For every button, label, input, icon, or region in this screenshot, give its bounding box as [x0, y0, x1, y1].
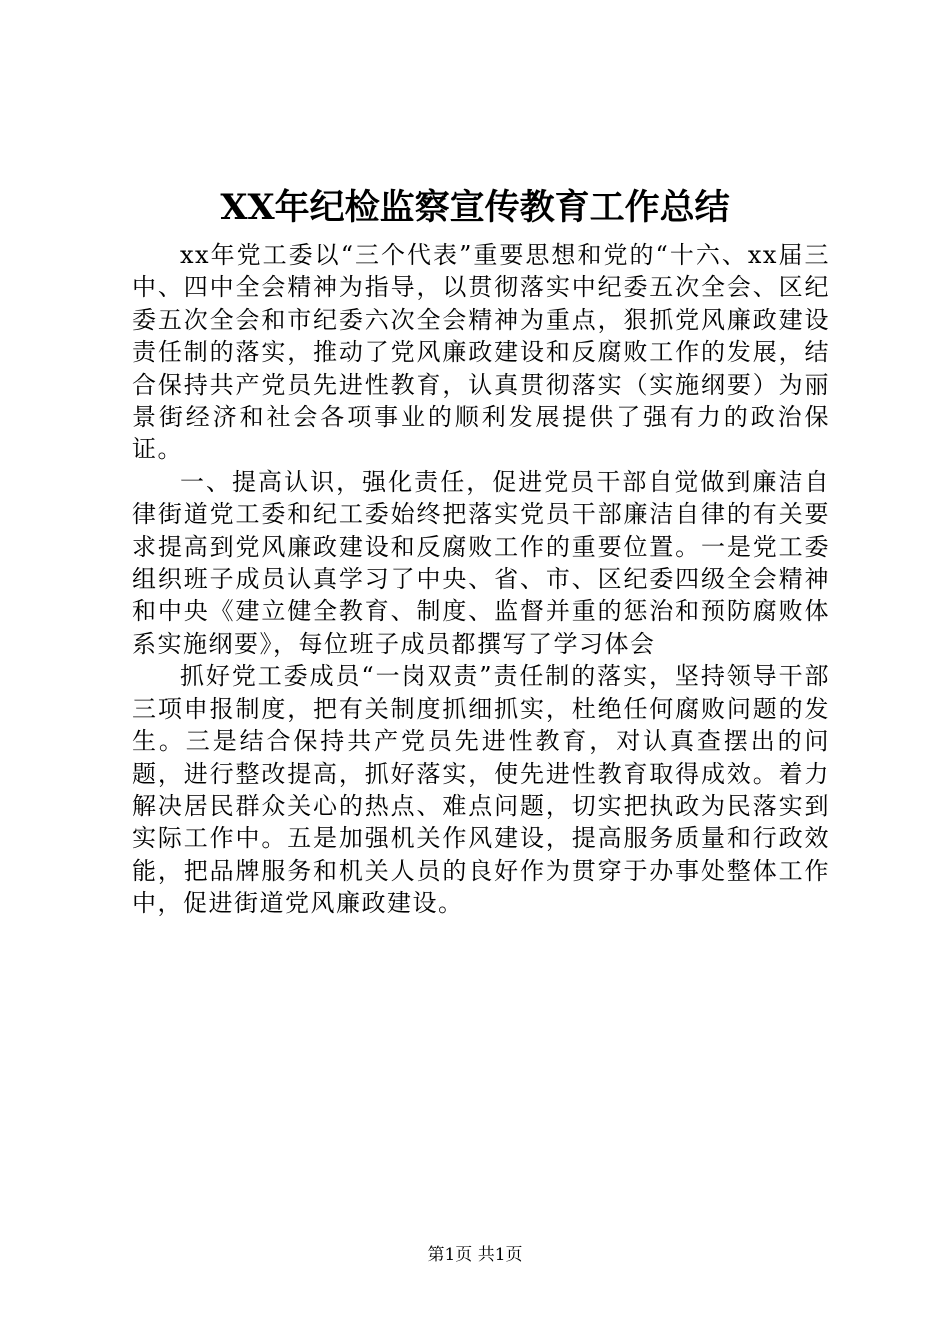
document-title: XX年纪检监察宣传教育工作总结: [220, 187, 730, 228]
paragraph-section-one: 一、提高认识，强化责任，促进党员干部自觉做到廉洁自律街道党工委和纪工委始终把落实党员干部廉洁自律的有关要求提高到党风廉政建设和反腐败工作的重要位置。一是党工委组织班子成员认真学习了中央、省、市、区纪委四级全会精神和中央《建立健全教育、制度、监督并重的惩治和预防腐败体系实施纲要》，每位班子成员都撰写了学习体会: [132, 467, 830, 658]
document-body: [132, 239, 830, 920]
paragraph-responsibility: 抓好党工委成员“一岗双责”责任制的落实，坚持领导干部三项申报制度，把有关制度抓细抓实，杜绝任何腐败问题的发生。三是结合保持共产党员先进性教育，对认真查摆出的问题，进行整改提高，抓好落实，使先进性教育取得成效。着力解决居民群众关心的热点、难点问题，切实把执政为民落实到实际工作中。五是加强机关作风建设，提高服务质量和行政效能，把品牌服务和机关人员的良好作为贯穿于办事处整体工作中，促进街道党风廉政建设。: [132, 662, 830, 918]
page-number-footer: 第1页 共1页: [427, 1245, 523, 1265]
paragraph-intro: xx年党工委以“三个代表”重要思想和党的“十六、xx届三中、四中全会精神为指导，以贯彻落实中纪委五次全会、区纪委五次全会和市纪委六次全会精神为重点，狠抓党风廉政建设责任制的落实，推动了党风廉政建设和反腐败工作的发展，结合保持共产党员先进性教育，认真贯彻落实（实施纲要）为丽景街经济和社会各项事业的顺利发展提供了强有力的政治保证。: [132, 241, 830, 464]
